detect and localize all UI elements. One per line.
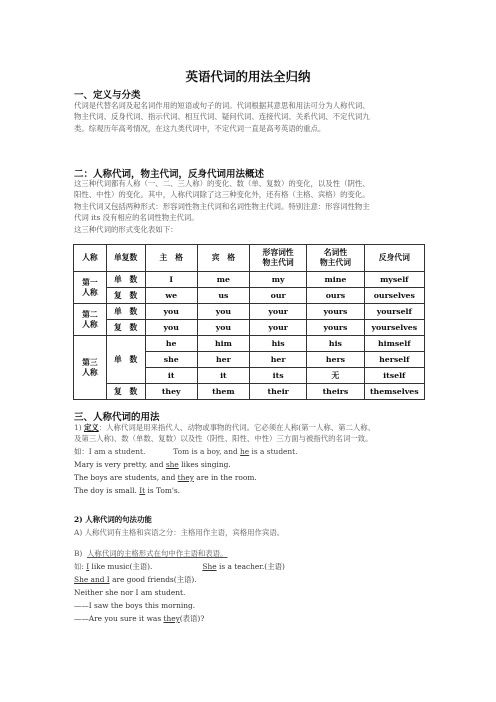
table-cell: myself <box>364 272 424 288</box>
table-cell: yours <box>307 304 364 320</box>
example-line <box>74 446 298 457</box>
table-cell: him <box>197 336 249 352</box>
table-cell: she <box>145 352 197 368</box>
example-underlined: She and I <box>74 575 110 584</box>
table-cell: her <box>249 352 306 368</box>
example-text: are in the room. <box>193 473 257 482</box>
section2-line: 这三种代词都有人称（一、二、三人称）的变化、数（单、复数）的变化，以及性（阴性、 <box>74 179 370 188</box>
section2-line: 阳性、中性）的变化。其中，人称代词除了这三种变化外，还有格（主格、宾格）的变化。 <box>74 190 370 200</box>
table-header-row <box>74 245 425 272</box>
table-cell-person: 第一 人称 <box>74 272 107 304</box>
example-text: (表语)? <box>179 614 205 623</box>
table-cell: itself <box>364 368 424 384</box>
table-cell-number: 复 数 <box>106 320 145 336</box>
table-cell: it <box>197 368 249 384</box>
example-text: Tom is a boy, and <box>173 447 241 456</box>
example-line: Neither she nor I am student. <box>74 588 186 597</box>
table-cell: his <box>249 336 306 352</box>
section2-line: 这三种代词的形式变化表如下： <box>74 224 178 234</box>
section2-line: 物主代词又包括两种形式：形容词性物主代词和名词性物主代词。特别注意：形容词性物主 <box>74 201 370 211</box>
section1-line: 物主代词、反身代词、指示代词、相互代词、疑问代词、连接代词、关系代词、不定代词九 <box>74 112 370 122</box>
definition-line <box>74 422 424 433</box>
example-text: is a teacher.(主语) <box>216 562 285 571</box>
table-cell-person: 第三 人称 <box>74 336 107 400</box>
section3-heading: 三、人称代词的用法 <box>74 412 160 423</box>
example-line: ——I saw the boys this morning. <box>74 601 196 610</box>
table-cell: hers <box>307 352 364 368</box>
table-header-cell: 单复数 <box>106 245 145 272</box>
example-underlined: She <box>202 562 217 571</box>
table-cell: yourself <box>364 304 424 320</box>
example-text: I am a student. <box>88 447 146 456</box>
table-cell: my <box>249 272 306 288</box>
definition-text: 及第三人称)、数（单数、复数）以及性（阴性、阳性、中性）三方面与被指代的名词一致。 <box>74 434 373 444</box>
table-row <box>74 288 425 304</box>
table-cell-number: 单 数 <box>106 272 145 288</box>
table-row <box>74 320 425 336</box>
example-text: ——Are you sure it was <box>74 614 164 623</box>
table-cell-number: 复 数 <box>106 288 145 304</box>
table-row <box>74 384 425 400</box>
table-cell: its <box>249 368 306 384</box>
table-cell: you <box>145 320 197 336</box>
example-text: like music(主语). <box>89 562 153 571</box>
table-cell-number: 复 数 <box>106 384 145 400</box>
table-cell: ours <box>307 288 364 304</box>
table-row <box>74 304 425 320</box>
example-line <box>74 561 285 572</box>
example-text: is a student. <box>249 447 298 456</box>
example-underlined: they <box>163 614 180 623</box>
section1-line: 类。综观历年高考情况，在这九类代词中，不定代词一直是高考英语的重点。 <box>74 123 326 133</box>
table-cell-number: 单 数 <box>106 336 145 384</box>
example-text: The doy is small. <box>74 486 140 495</box>
document-title: 英语代词的用法全归纳 <box>185 69 311 84</box>
table-cell: he <box>145 336 197 352</box>
table-cell: you <box>145 304 197 320</box>
table-cell: herself <box>364 352 424 368</box>
table-cell: our <box>249 288 306 304</box>
section1-heading: 一、定义与分类 <box>74 90 141 101</box>
definition-label: 定义 <box>83 423 99 432</box>
section4-heading: 2) 人称代词的句法功能 <box>74 515 152 524</box>
example-text: Mary is very pretty, and <box>74 460 166 469</box>
table-cell: yourselves <box>364 320 424 336</box>
section4-a-line: A) 人称代词有主格和宾语之分：主格用作主语，宾格用作宾语。 <box>74 528 285 537</box>
table-header-cell: 反身代词 <box>364 245 424 272</box>
section2-heading: 二：人称代词，物主代词，反身代词用法概述 <box>74 169 265 180</box>
table-cell: I <box>145 272 197 288</box>
table-cell: her <box>197 352 249 368</box>
section4-b-label: B) <box>74 549 83 558</box>
table-row <box>74 272 425 288</box>
example-text: is Tom's. <box>145 486 180 495</box>
table-cell: his <box>307 336 364 352</box>
example-text: likes singing. <box>178 460 231 469</box>
table-cell-number: 单 数 <box>106 304 145 320</box>
table-header-cell: 名词性 物主代词 <box>307 245 364 272</box>
table-cell: themselves <box>364 384 424 400</box>
table-cell: we <box>145 288 197 304</box>
pronoun-forms-table <box>73 244 425 400</box>
example-text: are good friends(主语). <box>109 575 197 584</box>
example-line <box>74 485 180 496</box>
table-cell: himself <box>364 336 424 352</box>
section4-b-text: 人称代词的主格形式在句中作主语和表语。 <box>87 549 228 558</box>
definition-number: 1) <box>74 423 82 432</box>
table-cell: them <box>197 384 249 400</box>
example-prefix: 如: <box>74 562 87 571</box>
section3-definition <box>74 422 424 445</box>
example-underlined: he <box>240 447 250 456</box>
table-cell: your <box>249 320 306 336</box>
table-cell: it <box>145 368 197 384</box>
example-line <box>74 459 231 470</box>
table-cell: 无 <box>307 368 364 384</box>
table-header-cell: 宾 格 <box>197 245 249 272</box>
example-prefix: 如： <box>74 447 89 456</box>
example-line <box>74 472 257 483</box>
table-cell: theirs <box>307 384 364 400</box>
example-line <box>74 613 204 624</box>
table-cell: they <box>145 384 197 400</box>
section2-paragraph <box>74 178 424 235</box>
table-cell-person: 第二 人称 <box>74 304 107 336</box>
section1-line: 代词是代替名词及起名词作用的短语或句子的词。代词根据其意思和用法可分为人称代词、 <box>74 101 370 110</box>
table-cell: you <box>197 304 249 320</box>
table-header-cell: 形容词性 物主代词 <box>249 245 306 272</box>
table-row <box>74 336 425 352</box>
table-cell: me <box>197 272 249 288</box>
table-cell: their <box>249 384 306 400</box>
table-header-cell: 人称 <box>74 245 107 272</box>
table-cell: your <box>249 304 306 320</box>
table-cell: us <box>197 288 249 304</box>
example-underlined: It <box>139 486 146 495</box>
example-text: The boys are students, and <box>74 473 178 482</box>
table-cell: yours <box>307 320 364 336</box>
table-cell: mine <box>307 272 364 288</box>
section2-line: 代词 its 没有相应的名词性物主代词。 <box>74 213 199 223</box>
definition-text: ：人称代词是用来指代人、动物或事物的代词。它必须在人称(第一人称、第二人称、 <box>98 423 376 432</box>
table-cell: you <box>197 320 249 336</box>
table-cell: ourselves <box>364 288 424 304</box>
example-line <box>74 574 197 585</box>
example-underlined: they <box>177 473 194 482</box>
section4-b-line <box>74 548 227 559</box>
example-underlined: she <box>165 460 179 469</box>
table-header-cell: 主 格 <box>145 245 197 272</box>
section1-paragraph <box>74 100 424 134</box>
example-underlined: I <box>86 562 90 571</box>
